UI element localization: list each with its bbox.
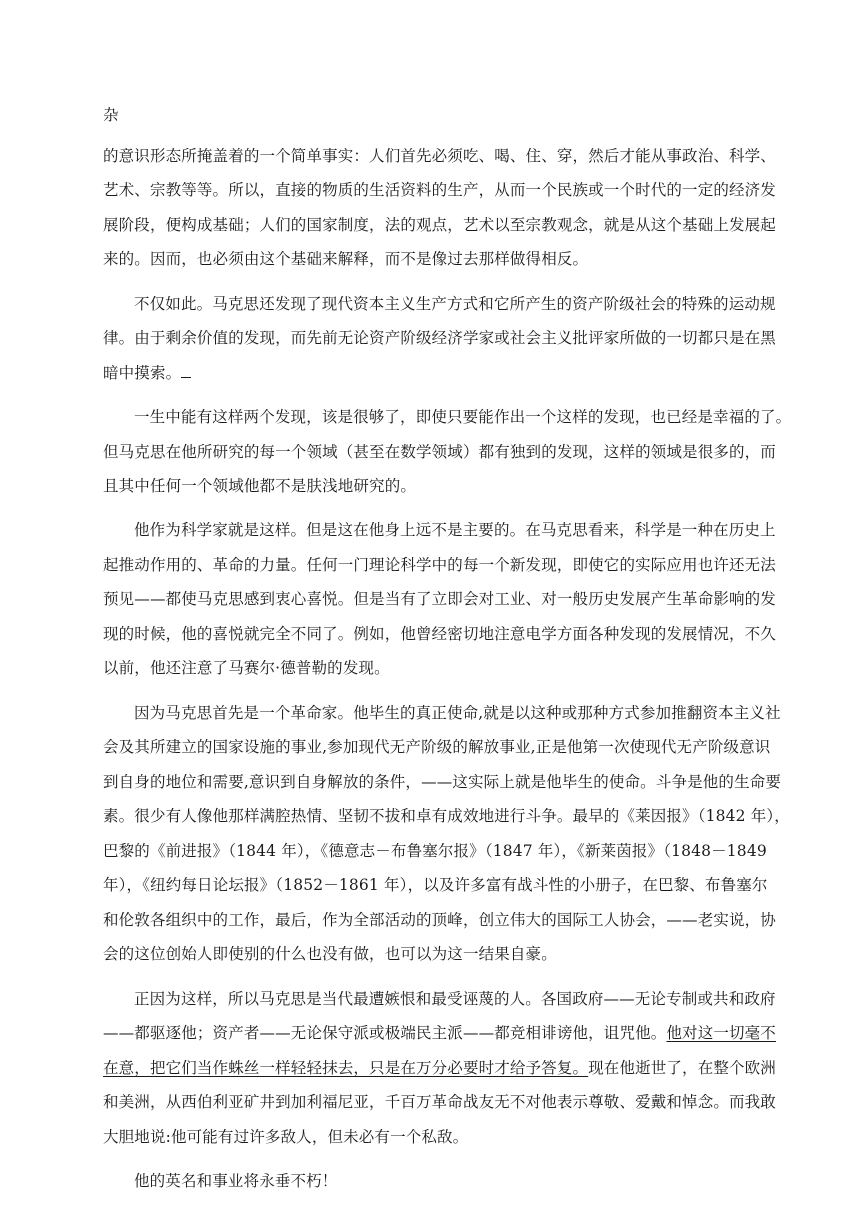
text-line: 起推动作用的、革命的力量。任何一门理论科学中的每一个新发现，即使它的实际应用也许还无法 (103, 556, 776, 574)
text-line: 会的这位创始人即使别的什么也没有做，也可以为这一结果自豪。 (103, 945, 557, 963)
text-line (103, 1023, 776, 1043)
text-line: 杂 (103, 106, 119, 124)
text-line: 因为马克思首先是一个革命家。他毕生的真正使命,就是以这种或那种方式参加推翻资本主义社 (134, 704, 781, 722)
text-line: 且其中任何一个领域他都不是肤浅地研究的。 (103, 477, 417, 495)
text-line: 和伦敦各组织中的工作，最后，作为全部活动的顶峰，创立伟大的国际工人协会，——老实说，协 (103, 911, 776, 929)
text-line (103, 1058, 776, 1078)
text-line: 来的。因而，也必须由这个基础来解释，而不是像过去那样做得相反。 (103, 250, 589, 268)
underline-mark (181, 363, 191, 378)
text-line: 巴黎的《前进报》（1844 年），《德意志－布鲁塞尔报》（1847 年），《新莱茵报》（1848－1849 (103, 842, 767, 860)
text-line: 不仅如此。马克思还发现了现代资本主义生产方式和它所产生的资产阶级社会的特殊的运动规 (134, 295, 776, 313)
text-line: 到自身的地位和需要,意识到自身解放的条件，——这实际上就是他毕生的使命。斗争是他的生命要 (103, 773, 782, 791)
text-line-content: 现在他逝世了，在整个欧洲 (588, 1059, 776, 1077)
text-line (103, 363, 191, 383)
text-line: 展阶段，便构成基础；人们的国家制度，法的观点，艺术以至宗教观念，就是从这个基础上发展起 (103, 216, 776, 234)
text-line: 大胆地说:他可能有过许多敌人，但未必有一个私敌。 (103, 1128, 469, 1146)
underlined-phrase: 在意，把它们当作蛛丝一样轻轻抹去，只是在万分必要时才给予答复。 (103, 1059, 589, 1077)
text-line-content: 暗中摸索。 (103, 364, 182, 382)
text-line: 预见——都使马克思感到衷心喜悦。但是当有了立即会对工业、对一般历史发展产生革命影响的发 (103, 590, 776, 608)
underlined-phrase: 他对这一切毫不 (666, 1024, 776, 1042)
text-line: 年），《纽约每日论坛报》（1852－1861 年），以及许多富有战斗性的小册子，在巴黎、布鲁塞尔 (103, 876, 768, 894)
text-line: 和美洲，从西伯利亚矿井到加利福尼亚，千百万革命战友无不对他表示尊敬、爱戴和悼念。而我敢 (103, 1093, 776, 1111)
text-line: 的意识形态所掩盖着的一个简单事实：人们首先必须吃、喝、住、穿，然后才能从事政治、科学、 (103, 147, 776, 165)
text-line: 他的英名和事业将永垂不朽！ (134, 1172, 338, 1190)
text-line-content: ——都驱逐他；资产者——无论保守派或极端民主派——都竞相诽谤他，诅咒他。 (103, 1024, 667, 1042)
text-line: 律。由于剩余价值的发现，而先前无论资产阶级经济学家或社会主义批评家所做的一切都只是在黑 (103, 329, 776, 347)
text-line: 会及其所建立的国家设施的事业,参加现代无产阶级的解放事业,正是他第一次使现代无产阶级意识 (103, 738, 771, 756)
text-line: 但马克思在他所研究的每一个领域（甚至在数学领域）都有独到的发现，这样的领域是很多的，而 (103, 443, 776, 461)
text-line: 现的时候，他的喜悦就完全不同了。例如，他曾经密切地注意电学方面各种发现的发展情况，不久 (103, 625, 776, 643)
text-line: 以前，他还注意了马赛尔·德普勒的发现。 (103, 659, 390, 677)
text-line: 素。很少有人像他那样满腔热情、坚韧不拔和卓有成效地进行斗争。最早的《莱因报》（1842 年）， (103, 807, 790, 825)
text-line: 他作为科学家就是这样。但是这在他身上远不是主要的。在马克思看来，科学是一种在历史上 (134, 521, 776, 539)
text-line: 一生中能有这样两个发现，该是很够了，即使只要能作出一个这样的发现，也已经是幸福的了。 (134, 408, 792, 426)
text-line: 艺术、宗教等等。所以，直接的物质的生活资料的生产，从而一个民族或一个时代的一定的经济发 (103, 181, 776, 199)
text-line: 正因为这样，所以马克思是当代最遭嫉恨和最受诬蔑的人。各国政府——无论专制或共和政府 (134, 990, 776, 1008)
